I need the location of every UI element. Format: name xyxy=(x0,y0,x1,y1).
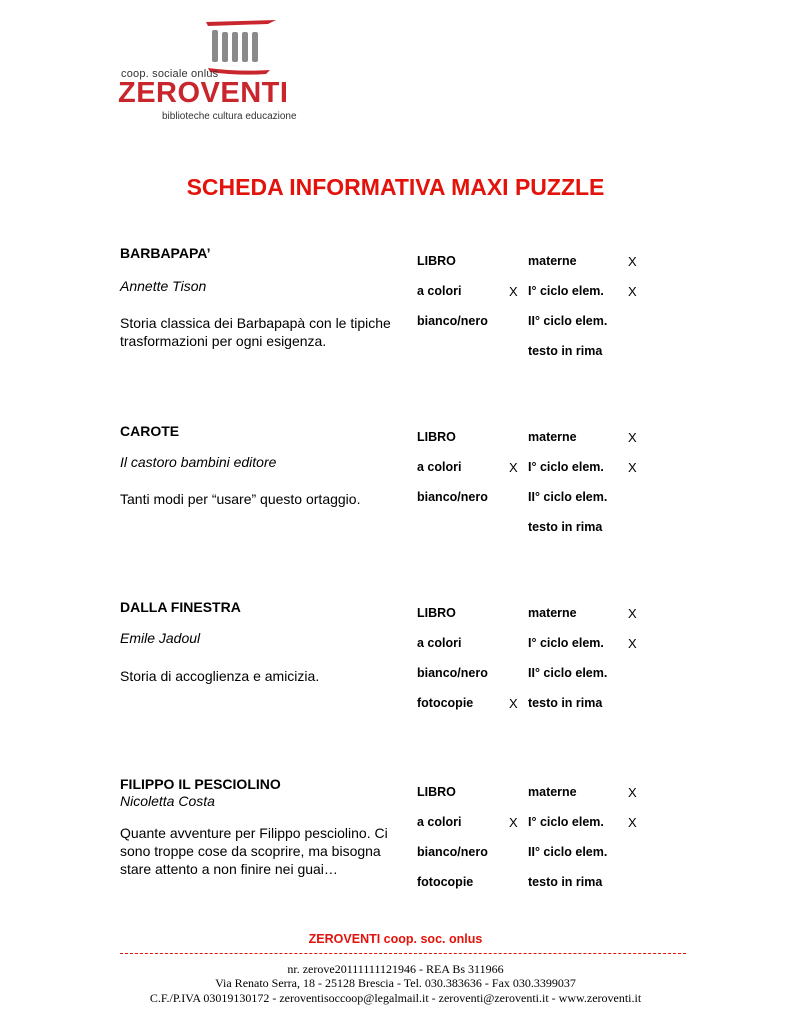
audience-label: testo in rima xyxy=(528,875,603,889)
audience-mark: X xyxy=(628,815,637,830)
audience-mark: X xyxy=(628,460,637,475)
audience-label: I° ciclo elem. xyxy=(528,460,604,474)
footer-address: Via Renato Serra, 18 - 25128 Brescia - Tel. 030.383636 - Fax 030.3399037 xyxy=(215,976,576,990)
audience-label: materne xyxy=(528,254,577,268)
entry-author: Annette Tison xyxy=(120,278,207,294)
page-title: SCHEDA INFORMATIVA MAXI PUZZLE xyxy=(186,174,605,200)
format-mark: X xyxy=(509,696,518,711)
entry-title: BARBAPAPA’ xyxy=(120,245,211,261)
entry-author: Nicoletta Costa xyxy=(120,793,215,809)
audience-label: I° ciclo elem. xyxy=(528,815,604,829)
audience-mark: X xyxy=(628,254,637,269)
footer-divider xyxy=(120,953,686,954)
audience-label: I° ciclo elem. xyxy=(528,636,604,650)
audience-mark: X xyxy=(628,430,637,445)
entry-author: Emile Jadoul xyxy=(120,630,201,646)
entry-description: Storia di accoglienza e amicizia. xyxy=(120,668,320,684)
format-label: a colori xyxy=(417,815,462,829)
format-label: a colori xyxy=(417,460,462,474)
footer-contacts: C.F./P.IVA 03019130172 - zeroventisoccoop@legalmail.it - zeroventi@zeroventi.it - www.zeroventi.it xyxy=(149,991,642,1005)
audience-mark: X xyxy=(628,606,637,621)
format-label: LIBRO xyxy=(417,785,456,799)
audience-label: I° ciclo elem. xyxy=(528,284,604,298)
audience-mark: X xyxy=(628,636,637,651)
audience-label: II° ciclo elem. xyxy=(528,666,608,680)
audience-label: testo in rima xyxy=(528,696,603,710)
audience-label: materne xyxy=(528,785,577,799)
entry-description: Quante avventure per Filippo pesciolino. Ci sono troppe cose da scoprire, ma bisogna stare attento a non finire nei guai… xyxy=(120,825,388,877)
audience-label: II° ciclo elem. xyxy=(528,490,608,504)
audience-label: testo in rima xyxy=(528,344,603,358)
logo-tagline: biblioteche cultura educazione xyxy=(162,111,297,122)
format-label: LIBRO xyxy=(417,430,456,444)
format-mark: X xyxy=(509,460,518,475)
audience-label: testo in rima xyxy=(528,520,603,534)
format-label: fotocopie xyxy=(417,875,474,889)
audience-mark: X xyxy=(628,284,637,299)
format-mark: X xyxy=(509,284,518,299)
logo-name: ZEROVENTI xyxy=(118,77,289,109)
entry-description: Tanti modi per “usare” questo ortaggio. xyxy=(120,491,361,507)
format-label: fotocopie xyxy=(417,696,474,710)
entry-description: Storia classica dei Barbapapà con le tipiche trasformazioni per ogni esigenza. xyxy=(120,315,391,349)
entry-title: FILIPPO IL PESCIOLINO xyxy=(120,776,281,792)
format-label: bianco/nero xyxy=(417,845,488,859)
format-mark: X xyxy=(509,815,518,830)
format-label: LIBRO xyxy=(417,606,456,620)
entry-title: DALLA FINESTRA xyxy=(120,599,241,615)
format-label: bianco/nero xyxy=(417,666,488,680)
entry-author: Il castoro bambini editore xyxy=(120,454,277,470)
format-label: bianco/nero xyxy=(417,314,488,328)
entry-title: CAROTE xyxy=(120,423,180,439)
footer-registration: nr. zerove20111111121946 - REA Bs 311966 xyxy=(287,962,504,976)
footer-company-name: ZEROVENTI coop. soc. onlus xyxy=(308,932,483,946)
format-label: a colori xyxy=(417,636,462,650)
audience-mark: X xyxy=(628,785,637,800)
audience-label: materne xyxy=(528,430,577,444)
audience-label: materne xyxy=(528,606,577,620)
audience-label: II° ciclo elem. xyxy=(528,845,608,859)
format-label: a colori xyxy=(417,284,462,298)
format-label: bianco/nero xyxy=(417,490,488,504)
format-label: LIBRO xyxy=(417,254,456,268)
logo-subtitle: coop. sociale onlus xyxy=(121,68,219,80)
audience-label: II° ciclo elem. xyxy=(528,314,608,328)
